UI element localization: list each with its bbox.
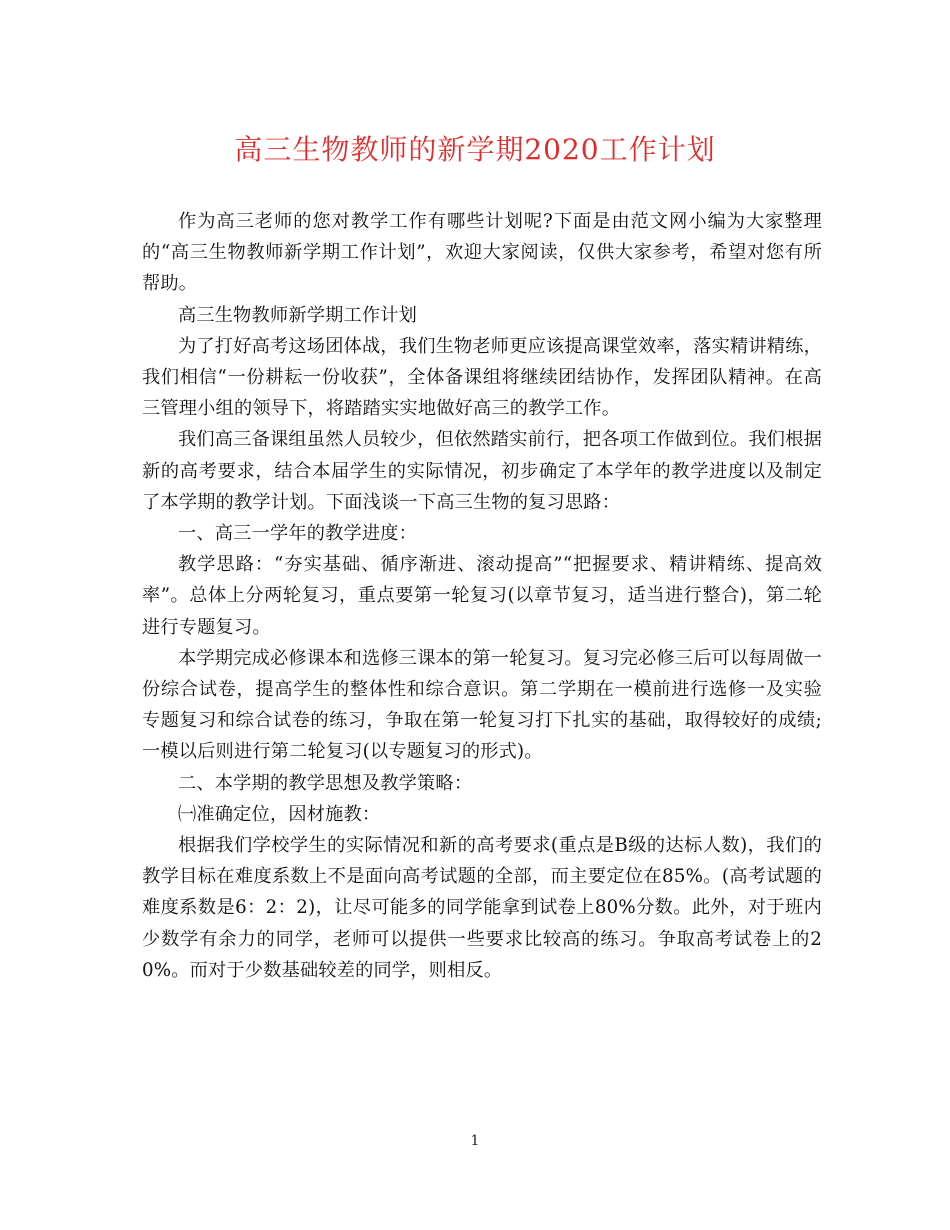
paragraph-subtitle: 高三生物教师新学期工作计划 [178,304,418,326]
document-body [142,206,822,986]
page-number: 1 [470,1133,480,1149]
paragraph-teamwork: 为了打好高考这场团体战，我们生物老师更应该提高课堂效率，落实精讲精练，我们相信“一份耕耘一份收获”，全体备课组将继续团结协作，发挥团队精神。在高三管理小组的领导下，将踏踏实实地做好高三的教学工作。 [142,335,822,420]
paragraph-prep-group: 我们高三备课组虽然人员较少，但依然踏实前行，把各项工作做到位。我们根据新的高考要求，结合本届学生的实际情况，初步确定了本学年的教学进度以及制定了本学期的教学计划。下面浅谈一下高三生物的复习思路： [142,429,822,513]
paragraph-semester-plan: 本学期完成必修课本和选修三课本的第一轮复习。复习完必修三后可以每周做一份综合试卷，提高学生的整体性和综合意识。第二学期在一模前进行选修一及实验专题复习和综合试卷的练习，争取在第一轮复习打下扎实的基础，取得较好的成绩;一模以后则进行第二轮复习(以专题复习的形式)。 [142,647,822,763]
subsection-heading-positioning: ㈠准确定位，因材施教： [178,803,381,825]
paragraph-targets: 根据我们学校学生的实际情况和新的高考要求(重点是B级的达标人数)，我们的教学目标在难度系数上不是面向高考试题的全部，而主要定位在85%。(高考试题的难度系数是6：2：2)，让尽可能多的同学能拿到试卷上80%分数。此外，对于班内少数学有余力的同学，老师可以提供一些要求比较高的练习。争取高考试卷上的20%。而对于少数基础较差的同学，则相反。 [142,835,822,981]
document-title: 高三生物教师的新学期2020工作计划 [234,133,716,166]
section-heading-progress: 一、高三一学年的教学进度： [178,523,418,545]
section-heading-strategy: 二、本学期的教学思想及教学策略： [178,772,473,794]
paragraph-intro: 作为高三老师的您对教学工作有哪些计划呢?下面是由范文网小编为大家整理的“高三生物教师新学期工作计划”，欢迎大家阅读，仅供大家参考，希望对您有所帮助。 [142,211,822,295]
paragraph-teaching-approach: 教学思路：“夯实基础、循序渐进、滚动提高”“把握要求、精讲精练、提高效率”。总体上分两轮复习，重点要第一轮复习(以章节复习，适当进行整合)，第二轮进行专题复习。 [142,554,822,638]
